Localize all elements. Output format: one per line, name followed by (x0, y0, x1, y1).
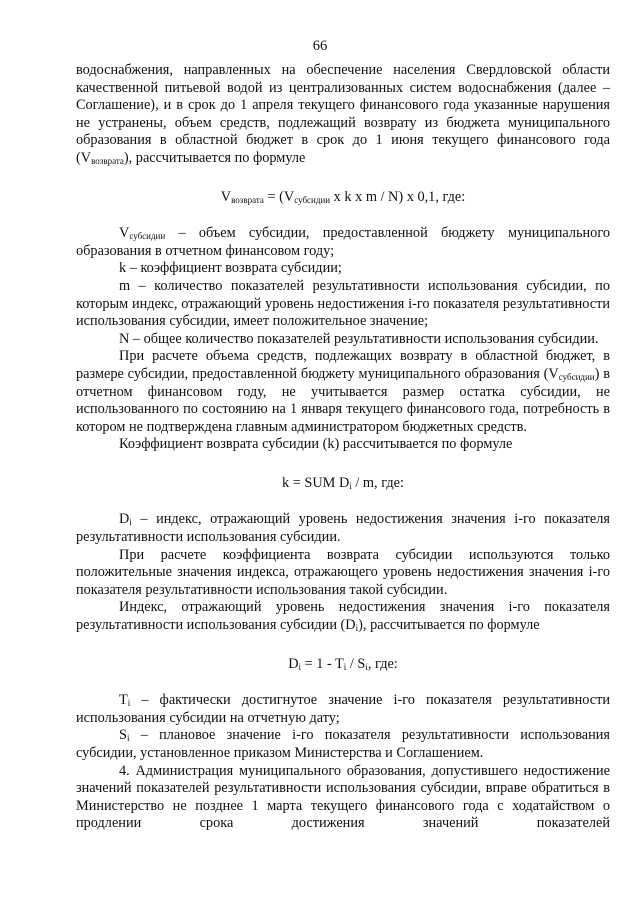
definition-n: N – общее количество показателей результативности использования субсидии. (119, 330, 599, 347)
page-number: 66 (312, 38, 328, 54)
definition-si: $S_i$ – плановое значение i-го показателя результативности использования субсидии, установленное приказом Министерства и Соглашением. (76, 727, 610, 761)
definition-k: k – коэффициент возврата субсидии; (119, 260, 342, 277)
definition-ti: $T_i$ – фактически достигнутое значение i-го показателя результативности использования субсидии на отчетную дату; (76, 692, 610, 726)
paragraph-coefficient-intro: Коэффициент возврата субсидии (k) рассчитывается по формуле (119, 436, 513, 453)
definition-m: m – количество показателей результативности использования субсидии, по которым индекс, отражающий уровень недостижения i-го показателя результативности использования субсидии, имеет положительное значение; (76, 277, 610, 330)
paragraph-item-4: 4. Администрация муниципального образования, допустившего недостижение значений показателей результативности использования субсидии, вправе обратиться в Министерство не позднее 1 марта текущего финансового года с ходатайством о продлении срока достижения значений показателей (76, 762, 610, 832)
paragraph-return-volume: водоснабжения, направленных на обеспечение населения Свердловской области качественной питьевой водой из централизованных систем водоснабжения (далее – Соглашение), и в срок до 1 апреля текущего финансового года указанные нарушения не устранены, объем средств, подлежащий возврату из бюджета муниципального образования в областной бюджет в срок до 1 июня текущего финансового года $(V_{возврата})$, рассчитывается по формуле (76, 62, 610, 166)
formula-index: $D_i = 1 - T_i / S_i$, где: (288, 655, 398, 672)
formula-return-volume: $V_{возврата} = (V_{субсидии}$ x k x m / N) x 0,1, где: (220, 188, 466, 205)
paragraph-calculation-note: При расчете объема средств, подлежащих возврату в областной бюджет, в размере субсидии, предоставленной бюджету муниципального образования $(V_{субсидии})$ в отчетном финансовом году, не учитывается размер остатка субсидии, не использованного по состоянию на 1 января текущего финансового года, потребность в котором не подтверждена главным администратором бюджетных средств. (76, 348, 610, 435)
definition-di: $D_i$ – индекс, отражающий уровень недостижения значения i-го показателя результативности использования субсидии. (76, 511, 610, 546)
definition-v-subsidy: $V_{субсидии}$ – объем субсидии, предоставленной бюджету муниципального образования в отчетном финансовом году; (76, 225, 610, 259)
paragraph-positive-values: При расчете коэффициента возврата субсидии используются только положительные значения индекса, отражающего уровень недостижения значения i-го показателя результативности использования такой субсидии. (76, 546, 610, 598)
paragraph-index-intro: Индекс, отражающий уровень недостижения значения i-го показателя результативности использования субсидии $(D_i)$, рассчитывается по формуле (76, 599, 610, 634)
document-body (76, 62, 610, 833)
formula-coefficient: k = SUM $D_i$ / m, где: (282, 474, 404, 491)
